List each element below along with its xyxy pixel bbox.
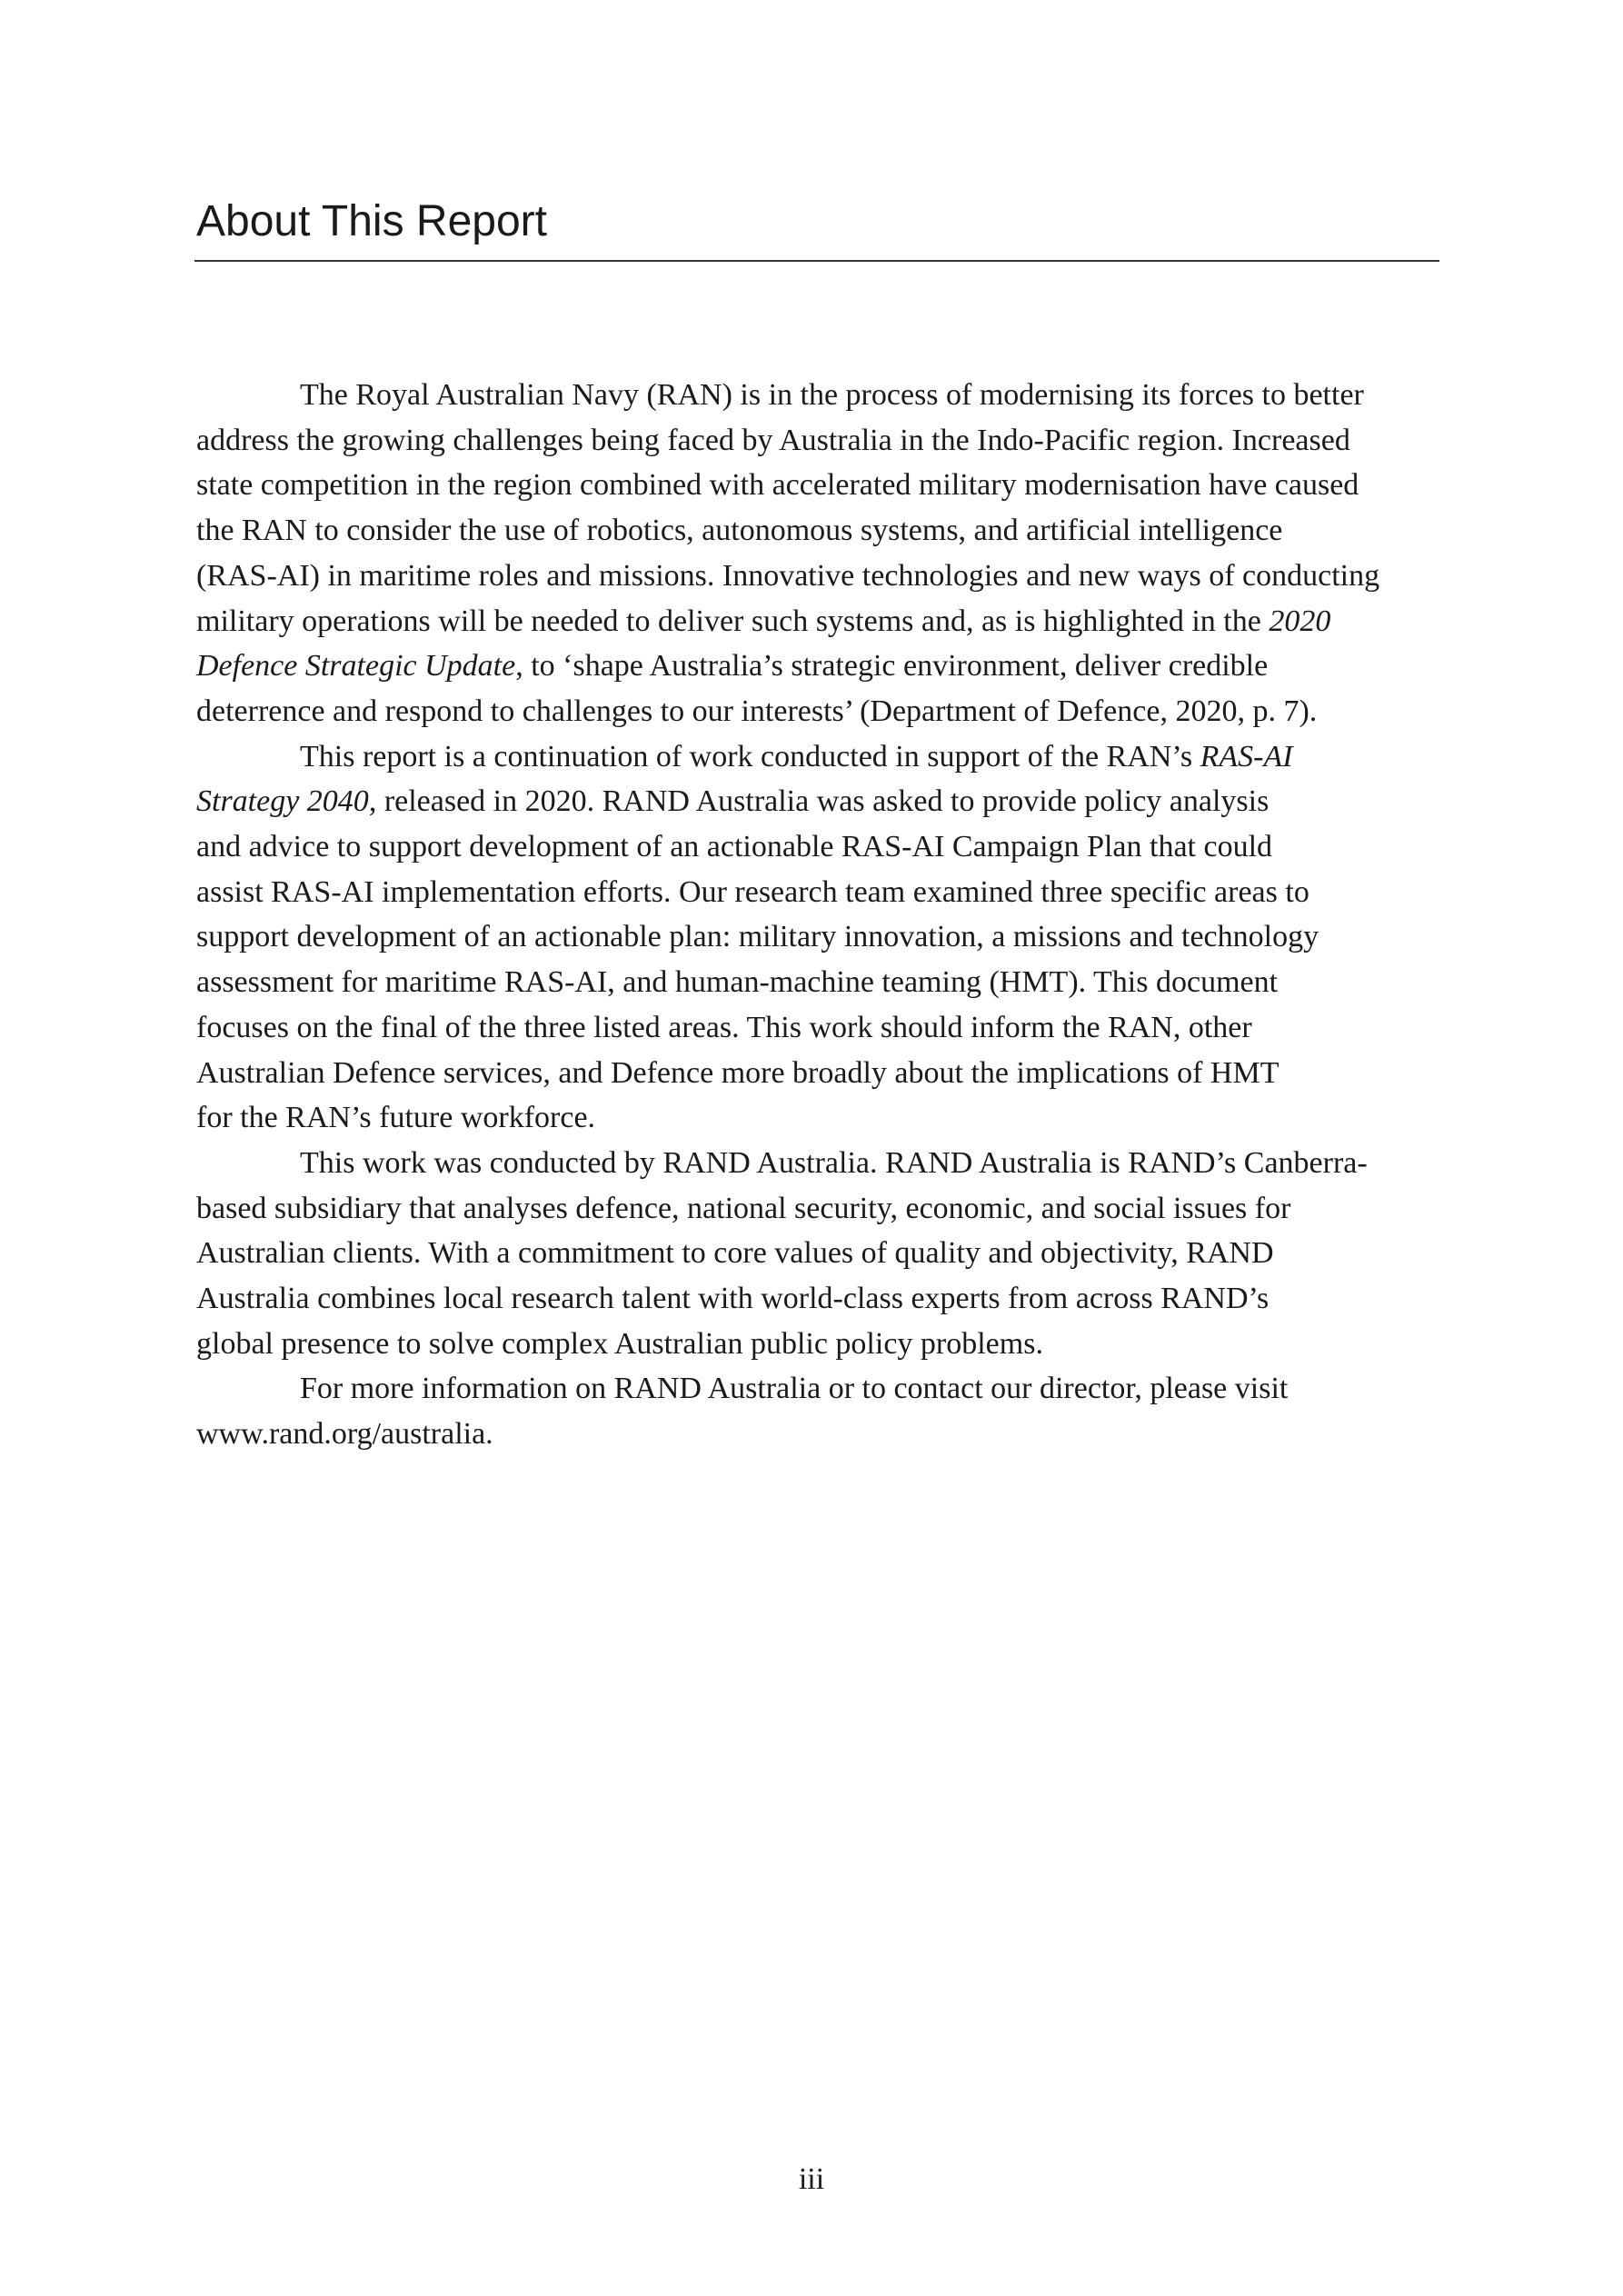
text-run: This report is a continuation of work conducted in support of the RAN’s	[300, 739, 1200, 774]
text-line	[196, 1095, 1441, 1141]
italic-title: 2020	[1269, 604, 1331, 638]
italic-title: Strategy 2040	[196, 784, 369, 819]
text-run: support development of an actionable plan: military innovation, a missions and technology	[196, 920, 1319, 954]
text-run: deterrence and respond to challenges to our interests’ (Department of Defence, 2020, p. 7).	[196, 694, 1318, 728]
text-run: Australian Defence services, and Defence more broadly about the implications of HMT	[196, 1055, 1279, 1090]
text-run: (RAS-AI) in maritime roles and missions. Innovative technologies and new ways of conducting	[196, 558, 1380, 593]
text-line	[196, 870, 1441, 915]
text-run: www.rand.org/australia.	[196, 1417, 493, 1452]
text-run: Australia combines local research talent with world-class experts from across RAND’s	[196, 1282, 1270, 1316]
report-body	[196, 373, 1441, 1457]
text-run: For more information on RAND Australia or to contact our director, please visit	[300, 1372, 1289, 1406]
text-run: , released in 2020. RAND Australia was asked to provide policy analysis	[368, 784, 1270, 819]
page-title: About This Report	[196, 197, 547, 245]
text-line	[196, 1412, 1441, 1457]
heading-divider	[194, 260, 1439, 262]
text-run: global presence to solve complex Australian public policy problems.	[196, 1326, 1043, 1361]
text-run: for the RAN’s future workforce.	[196, 1101, 596, 1135]
text-run: and advice to support development of an actionable RAS-AI Campaign Plan that could	[196, 830, 1273, 864]
text-line	[196, 1231, 1441, 1276]
paragraph-more-information	[196, 1366, 1441, 1456]
text-line	[196, 1276, 1441, 1322]
text-line	[196, 554, 1441, 599]
text-line	[196, 734, 1441, 780]
text-run: based subsidiary that analyses defence, national security, economic, and social issues for	[196, 1191, 1291, 1225]
text-line	[196, 1005, 1441, 1051]
text-line	[196, 373, 1441, 418]
text-run: , to ‘shape Australia’s strategic environment, deliver credible	[515, 649, 1269, 684]
paragraph-rand-australia	[196, 1141, 1441, 1367]
text-run: state competition in the region combined with accelerated military modernisation have caused	[196, 468, 1359, 503]
text-line	[196, 1141, 1441, 1186]
text-run: address the growing challenges being faced by Australia in the Indo-Pacific region. Increased	[196, 423, 1350, 457]
text-line	[196, 1051, 1441, 1096]
text-line	[196, 1322, 1441, 1367]
text-run: the RAN to consider the use of robotics, autonomous systems, and artificial intelligence	[196, 514, 1283, 548]
text-run: assessment for maritime RAS-AI, and human-machine teaming (HMT). This document	[196, 965, 1279, 1000]
text-run: assist RAS-AI implementation efforts. Our research team examined three specific areas to	[196, 874, 1309, 909]
text-line	[196, 1366, 1441, 1412]
page-number: iii	[798, 2162, 825, 2196]
text-line	[196, 1186, 1441, 1232]
text-line	[196, 508, 1441, 554]
text-line	[196, 779, 1441, 824]
paragraph-intro	[196, 373, 1441, 734]
text-line	[196, 644, 1441, 689]
text-run: Australian clients. With a commitment to core values of quality and objectivity, RAND	[196, 1236, 1274, 1271]
text-run: focuses on the final of the three listed areas. This work should inform the RAN, other	[196, 1010, 1252, 1044]
text-line	[196, 599, 1441, 644]
text-line	[196, 418, 1441, 464]
text-run: military operations will be needed to deliver such systems and, as is highlighted in the	[196, 604, 1270, 638]
italic-title: RAS-AI	[1200, 739, 1293, 774]
text-line	[196, 463, 1441, 508]
text-run: The Royal Australian Navy (RAN) is in the process of modernising its forces to better	[300, 378, 1364, 412]
italic-title: Defence Strategic Update	[196, 649, 516, 684]
text-line	[196, 960, 1441, 1005]
text-run: This work was conducted by RAND Australia. RAND Australia is RAND’s Canberra-	[300, 1145, 1368, 1180]
paragraph-continuation	[196, 734, 1441, 1141]
text-line	[196, 824, 1441, 870]
text-line	[196, 689, 1441, 734]
text-line	[196, 914, 1441, 960]
